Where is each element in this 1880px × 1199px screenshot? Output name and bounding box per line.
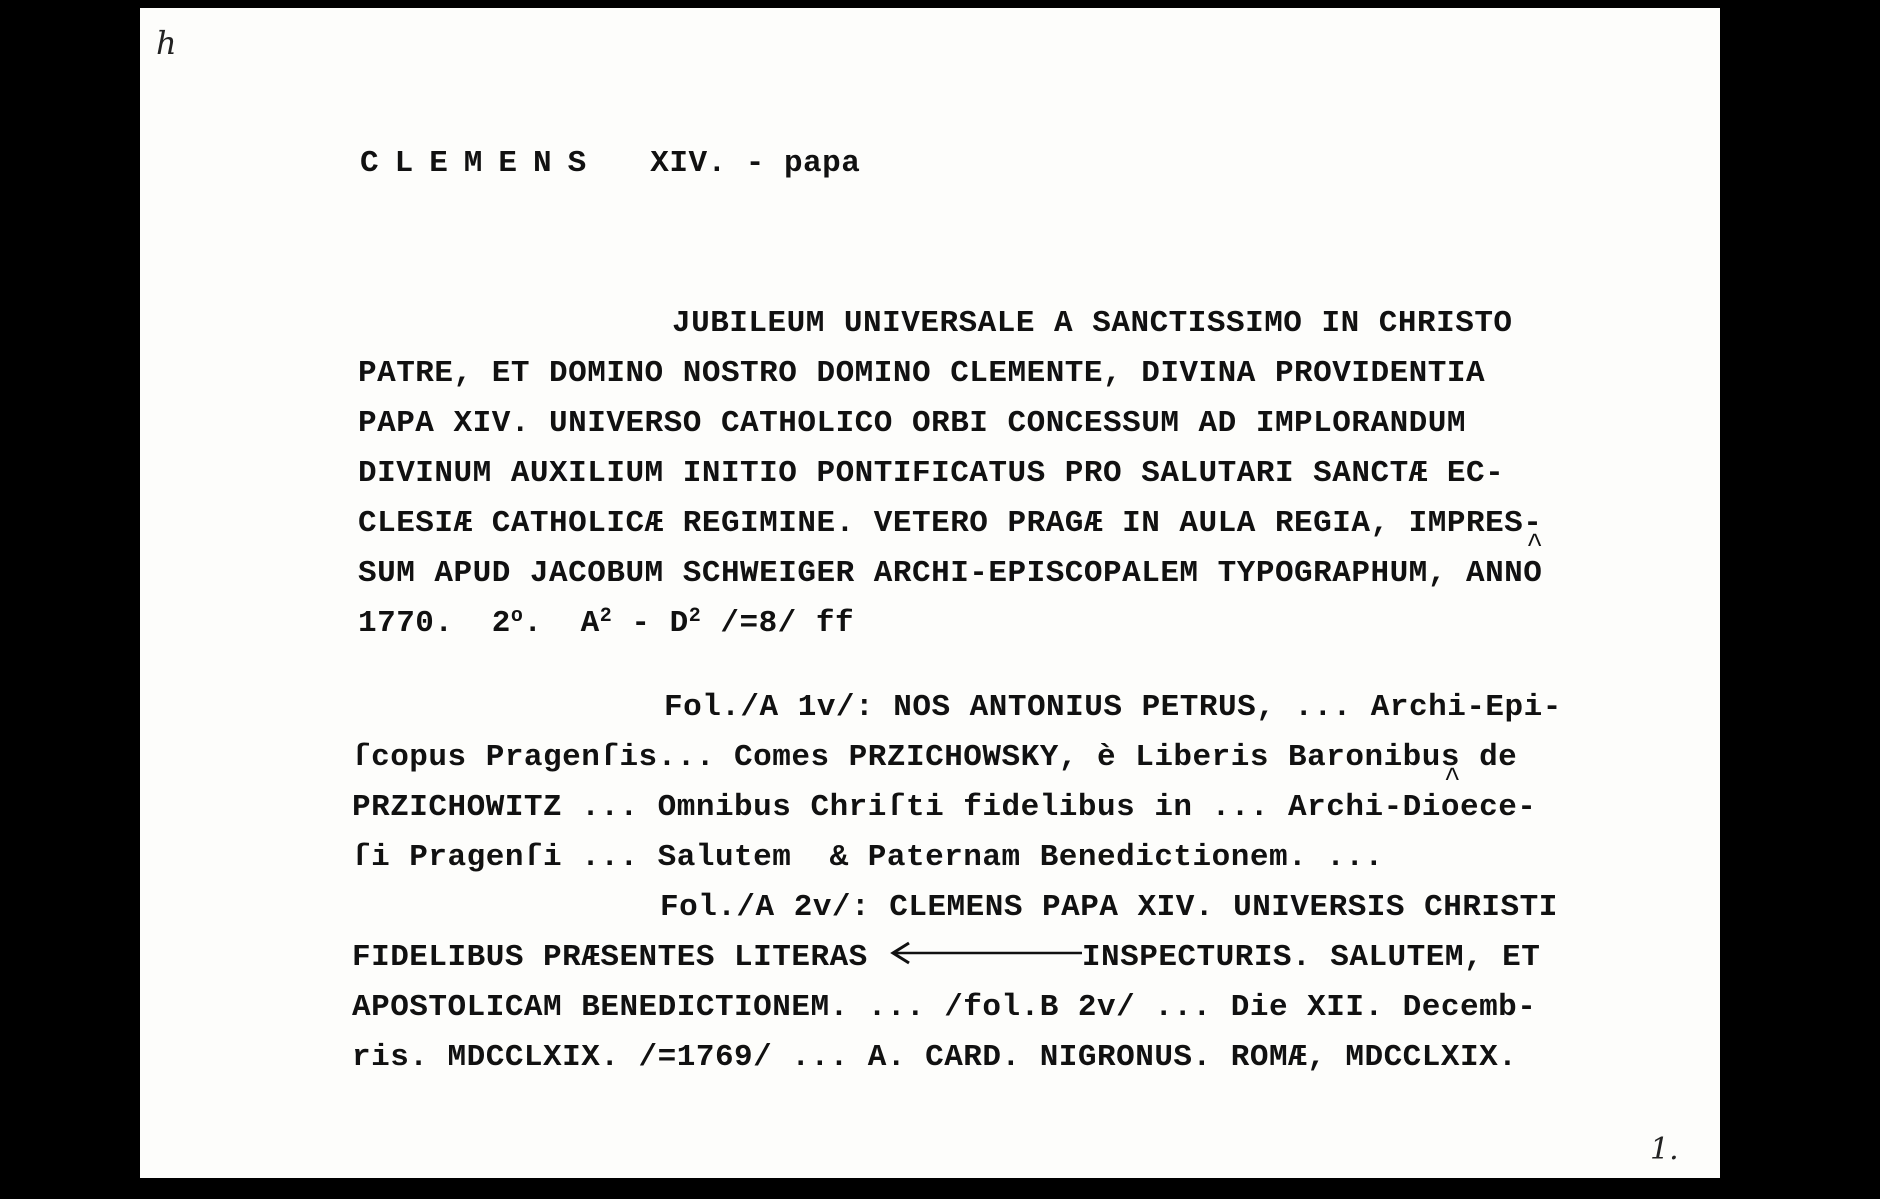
handwritten-mark: h <box>156 24 177 62</box>
title-line: DIVINUM AUXILIUM INITIO PONTIFICATUS PRO SALUTARI SANCTÆ EC- <box>358 456 1505 491</box>
title-line: PAPA XIV. UNIVERSO CATHOLICO ORBI CONCESSUM AD IMPLORANDUM <box>358 406 1466 441</box>
title-line: JUBILEUM UNIVERSALE A SANCTISSIMO IN CHRISTO <box>672 306 1513 341</box>
folio-line: Fol./A 2v/: CLEMENS PAPA XIV. UNIVERSIS CHRISTI <box>660 890 1558 925</box>
handwritten-number: 1. <box>1650 1132 1679 1167</box>
title-line: SUM APUD JACOBUM SCHWEIGER ARCHI-EPISCOPALEM TYPOGRAPHUM, ANN^ O <box>358 558 1542 589</box>
circumflex-letter: ^ O <box>1523 558 1542 589</box>
collation-line: 1770. 2$^o$. $A^2 - D^2$ /=8/ ff <box>358 605 855 641</box>
folio-line: APOSTOLICAM BENEDICTIONEM. ... /fol.B 2v/ ... Die XII. Decemb- <box>352 990 1537 1025</box>
folio-line: PRZICHOWITZ ... Omnibus Chriſti fidelibus in ... Archi-Di^ oece- <box>352 792 1536 823</box>
folio-line: Fol./A 1v/: NOS ANTONIUS PETRUS, ... Archi-Epi- <box>664 690 1562 725</box>
folio-line: ſcopus Pragenſis... Comes PRZICHOWSKY, è Liberis Baronibus de <box>352 740 1518 775</box>
heading-name: CLEMENS <box>360 146 603 181</box>
card-heading <box>360 148 860 179</box>
folio-line: ſi Pragenſi ... Salutem & Paternam Benedictionem. ... <box>352 840 1384 875</box>
left-arrow-icon <box>887 947 1082 967</box>
folio-line: ris. MDCCLXIX. /=1769/ ... A. CARD. NIGRONUS. ROMÆ, MDCCLXIX. <box>352 1040 1518 1075</box>
title-line: PATRE, ET DOMINO NOSTRO DOMINO CLEMENTE, DIVINA PROVIDENTIA <box>358 356 1486 391</box>
title-line: CLESIÆ CATHOLICÆ REGIMINE. VETERO PRAGÆ IN AULA REGIA, IMPRES- <box>358 506 1543 541</box>
circumflex-letter: ^ o <box>1441 792 1460 823</box>
heading-rest: XIV. - papa <box>650 146 861 181</box>
folio-line: FIDELIBUS PRÆSENTES LITERAS INSPECTURIS. SALUTEM, ET <box>352 940 1541 975</box>
